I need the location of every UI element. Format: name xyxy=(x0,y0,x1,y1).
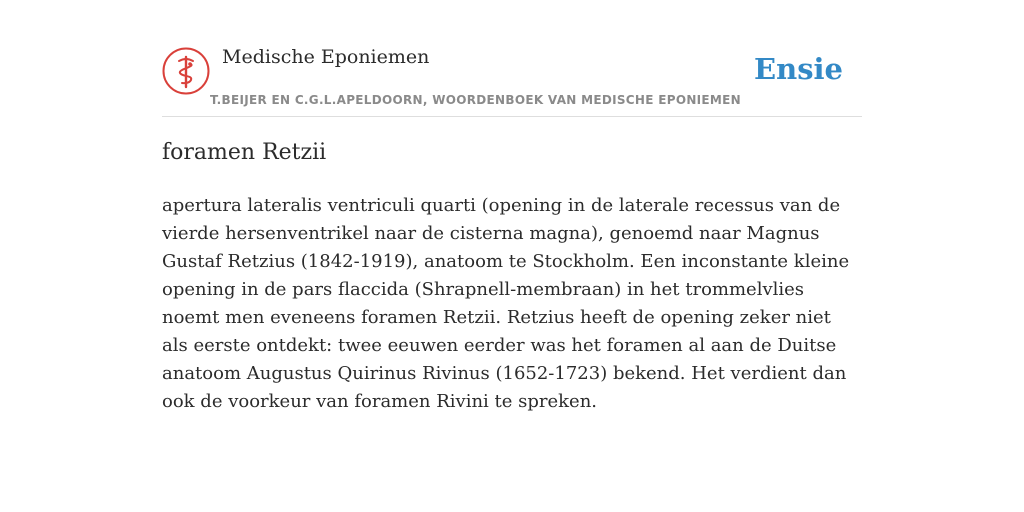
header xyxy=(162,0,862,117)
entry-definition: apertura lateralis ventriculi quarti (opening in de laterale recessus van de vierde hersenventrikel naar de cisterna magna), genoemd naar Magnus Gustaf Retzius (1842-1919), anatoom te Stockholm. Een inconstante kleine opening in de pars flaccida (Shrapnell-membraan) in het trommelvlies noemt men eveneens foramen Retzii. Retzius heeft de opening zeker niet als eerste ontdekt: twee eeuwen eerder was het foramen al aan de Duitse anatoom Augustus Quirinus Rivinus (1652-1723) bekend. Het verdient dan ook de voorkeur van foramen Rivini te spreken. xyxy=(162,195,850,412)
page xyxy=(162,0,862,412)
dictionary-source: T.BEIJER EN C.G.L.APELDOORN, WOORDENBOEK VAN MEDISCHE EPONIEMEN xyxy=(210,93,742,107)
entry-term: foramen Retzii xyxy=(162,140,327,165)
brand-logo[interactable]: Ensie xyxy=(754,52,843,86)
dictionary-title[interactable]: Medische Eponiemen xyxy=(222,46,430,68)
caduceus-icon[interactable] xyxy=(162,47,210,95)
